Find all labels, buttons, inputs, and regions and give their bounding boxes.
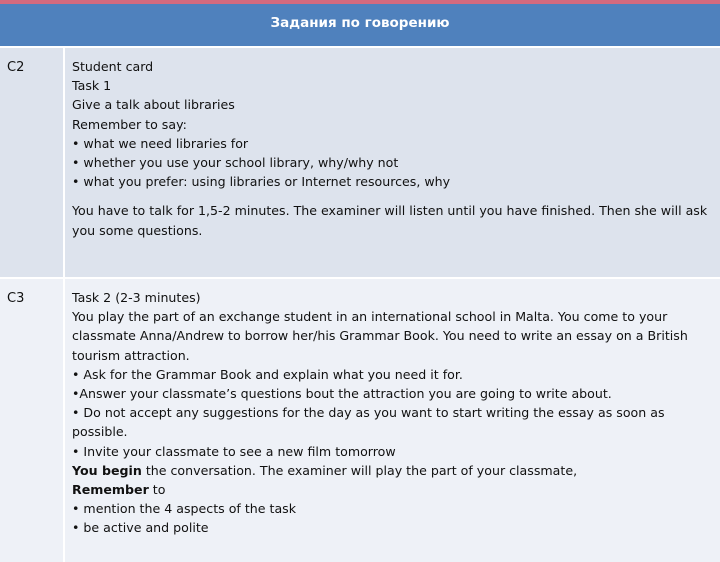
task-bullet: • Invite your classmate to see a new film tomorrow: [72, 443, 396, 459]
task-line: Remember to say:: [72, 116, 187, 132]
task-remember-line: [72, 480, 712, 499]
task-bullet: • whether you use your school library, why/why not: [72, 155, 399, 171]
task-line: Student card: [72, 59, 154, 74]
task-content: [64, 47, 720, 278]
table-header-row: [0, 4, 720, 47]
table-row: [0, 47, 720, 278]
task-line: Task 2 (2-3 minutes): [72, 290, 201, 305]
task-code: C3: [0, 278, 64, 562]
task-begin-line: [72, 461, 712, 480]
task-bullet: • Ask for the Grammar Book and explain what you need it for.: [72, 366, 463, 382]
task-bullet: • what we need libraries for: [72, 135, 249, 151]
begin-label: You begin: [72, 462, 142, 478]
remember-text: to: [148, 482, 166, 498]
task-bullet: • what you prefer: using libraries or Internet resources, why: [72, 174, 451, 190]
task-bullet: • Do not accept any suggestions for the day as you want to start writing the essay as soon as possible.: [72, 405, 665, 440]
task-bullet: •Answer your classmate’s questions bout the attraction you are going to write about.: [72, 386, 612, 402]
task-line: Task 1: [72, 78, 112, 94]
task-bullet: • mention the 4 aspects of the task: [72, 501, 297, 517]
begin-text: the conversation. The examiner will play the part of your classmate,: [141, 462, 578, 478]
task-line: Give a talk about libraries: [72, 97, 235, 113]
task-code: C2: [0, 47, 64, 278]
remember-label: Remember: [72, 482, 149, 498]
table-row: [0, 278, 720, 562]
speaking-tasks-table: [0, 4, 720, 562]
task-scenario: You play the part of an exchange student in an international school in Malta. You come to your classmate Anna/Andrew to borrow her/his Grammar Book. You need to write an essay on a British tourism attraction.: [72, 309, 688, 363]
task-content: [64, 278, 720, 562]
task-bullet: • be active and polite: [72, 520, 209, 536]
task-instructions: You have to talk for 1,5-2 minutes. The examiner will listen until you have finished. Then she will ask you some questions.: [72, 203, 708, 238]
table-title: Задания по говорению: [0, 4, 720, 47]
